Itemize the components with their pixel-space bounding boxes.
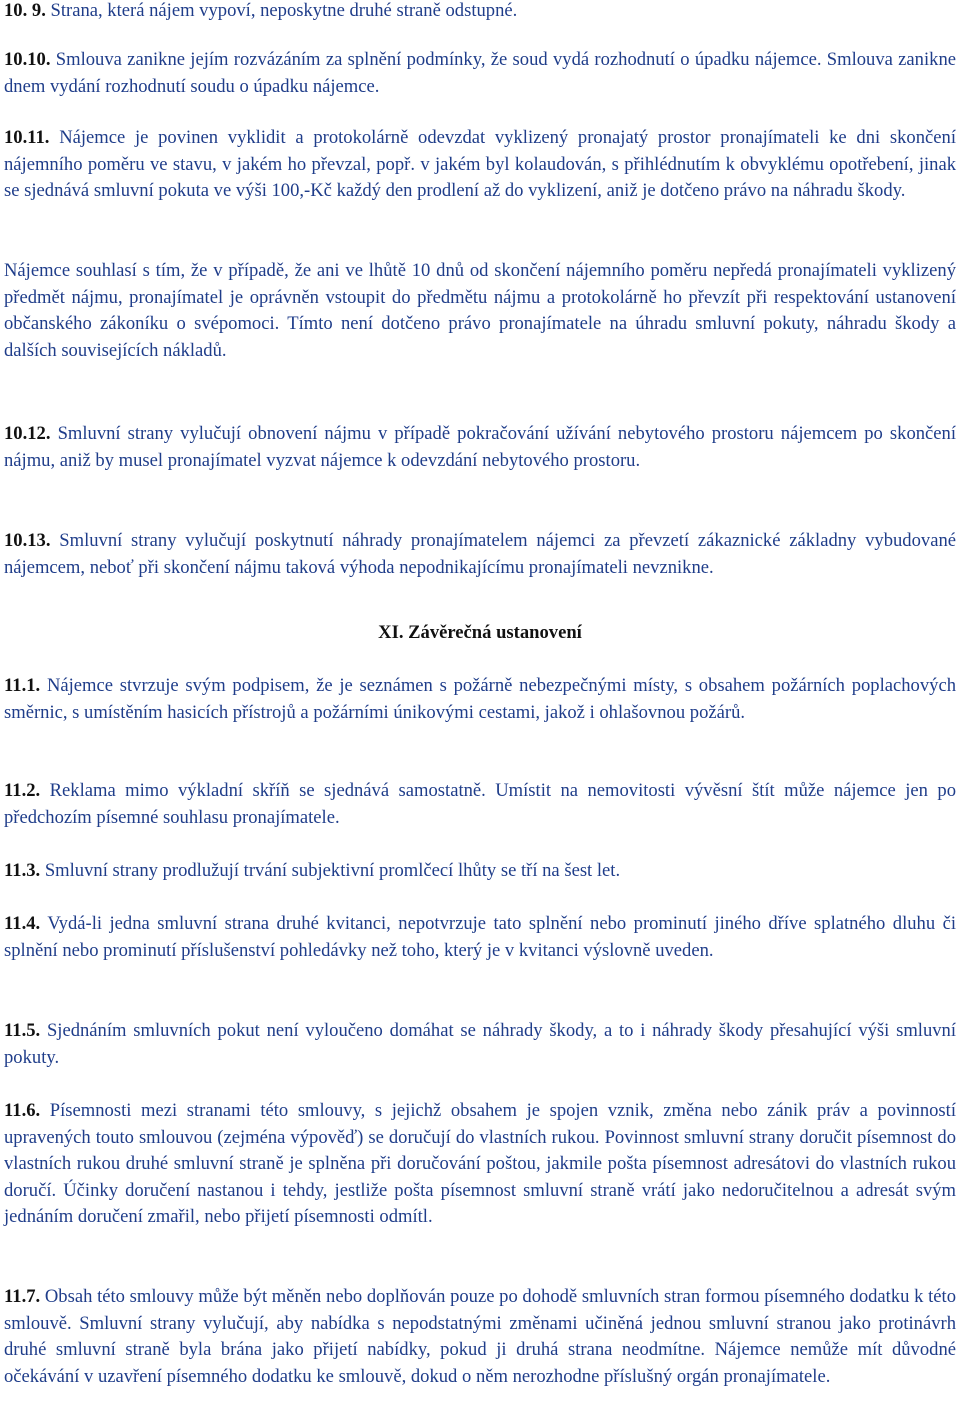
clause-text: Smluvní strany prodlužují trvání subjektivní promlčecí lhůty se tří na šest let. <box>44 860 621 881</box>
clause-text: Smlouva zanikne jejím rozvázáním za splnění podmínky, že soud vydá rozhodnutí o úpadku nájemce. Smlouva zanikne dnem vydání rozhodnutí soudu o úpadku nájemce. <box>4 49 956 97</box>
clause-10-13 <box>4 528 956 581</box>
clause-number: 10. 9. <box>4 0 46 21</box>
clause-text: Nájemce stvrzuje svým podpisem, že je seznámen s požárně nebezpečnými místy, s obsahem požárních poplachových směrnic, s umístěním hasicích přístrojů a požárními únikovými cestami, jakož i ohlašovnou požárů. <box>4 675 957 723</box>
clause-number: 11.6. <box>4 1100 41 1121</box>
clause-11-6 <box>4 1098 956 1231</box>
clause-number: 11.7. <box>4 1286 41 1307</box>
clause-10-9 <box>4 0 956 25</box>
clause-11-7 <box>4 1284 956 1390</box>
clause-number: 11.5. <box>4 1020 41 1041</box>
clause-number: 11.3. <box>4 860 41 881</box>
clause-text: Nájemce souhlasí s tím, že v případě, že ani ve lhůtě 10 dnů od skončení nájemního poměru nepředá pronajímateli vyklizený předmět nájmu, pronajímatel je oprávněn vstoupit do předmětu nájmu a protokolárně ho převzít při respektování ustanovení občanského zákoníku o svépomoci. Tímto není dotčeno právo pronajímatele na úhradu smluvní pokuty, náhradu škody a dalších souvisejících nákladů. <box>4 260 956 361</box>
clause-number: 10.10. <box>4 49 51 70</box>
clause-text: Strana, která nájem vypoví, neposkytne druhé straně odstupné. <box>50 0 518 21</box>
section-heading: XI. Závěrečná ustanovení <box>378 622 582 643</box>
clause-number: 11.4. <box>4 913 41 934</box>
clause-11-3 <box>4 858 956 885</box>
clause-number: 11.1. <box>4 675 41 696</box>
clause-text: Smluvní strany vylučují poskytnutí náhrady pronajímatelem nájemci za převzetí zákaznické základny vybudované nájemcem, neboť při skončení nájmu taková výhoda nepodnikajícímu pronajímateli nevznikne. <box>4 530 957 578</box>
clause-10-12 <box>4 421 956 474</box>
clause-text: Nájemce je povinen vyklidit a protokolárně odevzdat vyklizený pronajatý prostor pronajímateli ke dni skončení nájemního poměru ve stavu, v jakém ho převzal, popř. v jakém byl kolaudován, s přihlédnutím k obvyklému opotřebení, jinak se sjednává smluvní pokuta ve výši 100,-Kč každý den prodlení až do vyklizení, aniž je dotčeno právo na náhradu škody. <box>4 127 956 202</box>
clause-11-4 <box>4 911 956 964</box>
clause-10-10 <box>4 47 956 100</box>
clause-10-11 <box>4 125 956 205</box>
clause-text: Obsah této smlouvy může být měněn nebo doplňován pouze po dohodě smluvních stran formou písemného dodatku k této smlouvě. Smluvní strany vylučují, aby nabídka s nepodstatnými změnami učiněná jednou smluvní stranou jako protinávrh druhé smluvní straně byla brána jako přijetí nabídky, pokud ji druhá strana neodmítne. Nájemce nemůže mít důvodné očekávání v uzavření písemného dodatku ke smlouvě, dokud o něm nerozhodne příslušný orgán pronajímatele. <box>4 1286 956 1387</box>
clause-text: Smluvní strany vylučují obnovení nájmu v případě pokračování užívání nebytového prostoru nájemcem po skončení nájmu, aniž by musel pronajímatel vyzvat nájemce k odevzdání nebytového prostoru. <box>4 423 957 471</box>
clause-10-11-continuation <box>4 258 956 364</box>
clause-11-2 <box>4 778 956 831</box>
clause-number: 10.13. <box>4 530 51 551</box>
clause-number: 10.11. <box>4 127 50 148</box>
clause-11-5 <box>4 1018 956 1071</box>
clause-text: Písemnosti mezi stranami této smlouvy, s jejichž obsahem je spojen vznik, změna nebo zánik práv a povinností upravených touto smlouvou (zejména výpověď) se doručují do vlastních rukou. Povinnost smluvní strany doručit písemnost do vlastních rukou druhé smluvní straně je splněna při doručování poštou, jakmile pošta písemnost adresátovi do vlastních rukou doručí. Účinky doručení nastanou i tehdy, jestliže pošta písemnost smluvní straně vrátí jako nedoručitelnou a adresát svým jednáním doručení zmařil, nebo přijetí písemnosti odmítl. <box>4 1100 956 1228</box>
clause-number: 10.12. <box>4 423 51 444</box>
clause-number: 11.2. <box>4 780 41 801</box>
clause-text: Sjednáním smluvních pokut není vyloučeno domáhat se náhrady škody, a to i náhrady škody přesahující výši smluvní pokuty. <box>4 1020 957 1068</box>
clause-text: Reklama mimo výkladní skříň se sjednává samostatně. Umístit na nemovitosti vývěsní štít může nájemce jen po předchozím písemné souhlasu pronajímatele. <box>4 780 956 828</box>
clause-11-1 <box>4 673 956 726</box>
clause-text: Vydá-li jedna smluvní strana druhé kvitanci, nepotvrzuje tato splnění nebo prominutí jiného dříve splatného dluhu či splnění nebo prominutí příslušenství pohledávky než toho, který je v kvitanci výslovně uveden. <box>4 913 957 961</box>
